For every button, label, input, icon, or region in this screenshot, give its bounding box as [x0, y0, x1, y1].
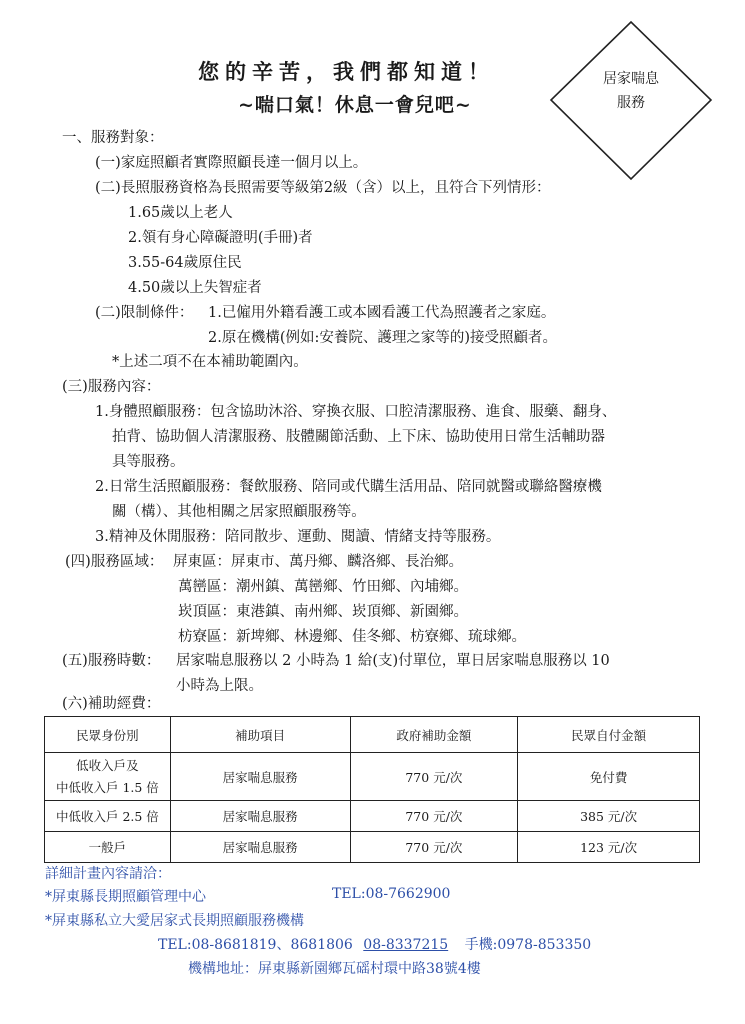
table-header-row: [45, 717, 700, 753]
service-item-1: 1.身體照顧服務：包含協助沐浴、穿換衣服、口腔清潔服務、進食、服藥、翻身、: [95, 404, 617, 420]
gov-amount-cell: 770 元/次: [350, 832, 518, 863]
page-title: 您的辛苦，我們都知道！: [198, 59, 495, 84]
section-3-heading: (三)服務內容：: [62, 379, 161, 395]
contact-org-1-tel: TEL:08-7662900: [332, 886, 451, 902]
self-pay-cell: 免付費: [518, 753, 700, 801]
service-item-2-cont: 關（構）、其他相關之居家照顧服務等。: [112, 504, 366, 520]
subsidy-table: [44, 716, 700, 863]
service-hours-line-2: 小時為上限。: [176, 678, 263, 694]
section-5-heading: (五)服務時數：: [62, 653, 161, 669]
contact-tel: TEL:08-8681819、8681806: [158, 937, 353, 953]
section-1-a: (一)家庭照顧者實際照顧長達一個月以上。: [95, 155, 368, 171]
contact-address: 機構地址：屏東縣新園鄉瓦磘村環中路38號4樓: [188, 961, 481, 977]
contact-phone-line: [158, 934, 591, 954]
table-header: 補助項目: [170, 717, 350, 753]
restriction-item: 2.原在機構(例如:安養院、護理之家等的)接受照顧者。: [208, 330, 558, 346]
restriction-item: 1.已僱用外籍看護工或本國看護工代為照護者之家庭。: [208, 305, 556, 321]
identity-cell: 中低收入戶 2.5 倍: [45, 801, 171, 832]
service-item-1-cont: 具等服務。: [112, 454, 185, 470]
gov-amount-cell: 770 元/次: [350, 801, 518, 832]
region-item: 萬巒區：潮州鎮、萬巒鄉、竹田鄉、內埔鄉。: [178, 579, 468, 595]
service-item-2: 2.日常生活照顧服務：餐飲服務、陪同或代購生活用品、陪同就醫或聯絡醫療機: [95, 479, 602, 495]
contact-mobile: 手機:0978-853350: [464, 937, 592, 953]
eligibility-item: 3.55-64歲原住民: [128, 255, 242, 271]
identity-line: 中低收入戶 1.5 倍: [55, 779, 159, 795]
identity-cell: 一般戶: [45, 832, 171, 863]
section-1-heading: 一、服務對象：: [62, 130, 164, 146]
item-cell: 居家喘息服務: [170, 753, 350, 801]
identity-cell: [45, 753, 171, 801]
table-header: 政府補助金額: [350, 717, 518, 753]
region-item: 崁頂區：東港鎮、南州鄉、崁頂鄉、新園鄉。: [178, 604, 468, 620]
page-subtitle: ~喘口氣！休息一會兒吧~: [238, 94, 472, 116]
service-item-1-cont: 拍背、協助個人清潔服務、肢體關節活動、上下床、協助使用日常生活輔助器: [112, 429, 605, 445]
contact-tel-underlined: 08-8337215: [363, 937, 449, 953]
region-item: 屏東區：屏東市、萬丹鄉、麟洛鄉、長治鄉。: [173, 554, 463, 570]
gov-amount-cell: 770 元/次: [350, 753, 518, 801]
table-header: 民眾自付金額: [518, 717, 700, 753]
eligibility-item: 4.50歲以上失智症者: [128, 280, 262, 296]
section-1-b: (二)長照服務資格為長照需要等級第2級（含）以上，且符合下列情形：: [95, 180, 551, 196]
restriction-note: *上述二項不在本補助範圍內。: [112, 354, 308, 370]
eligibility-item: 1.65歲以上老人: [128, 205, 233, 221]
eligibility-item: 2.領有身心障礙證明(手冊)者: [128, 230, 313, 246]
badge-line-1: 居家喘息: [603, 71, 659, 87]
contact-org-1: *屏東縣長期照顧管理中心: [45, 889, 206, 905]
table-row: [45, 801, 700, 832]
section-6-heading: (六)補助經費：: [62, 696, 161, 712]
table-row: [45, 753, 700, 801]
table-header: 民眾身份別: [45, 717, 171, 753]
self-pay-cell: 385 元/次: [518, 801, 700, 832]
contact-heading: 詳細計畫內容請洽：: [45, 866, 171, 882]
contact-org-2: *屏東縣私立大愛居家式長期照顧服務機構: [45, 913, 304, 929]
service-item-3: 3.精神及休閒服務：陪同散步、運動、閱讀、情緒支持等服務。: [95, 529, 501, 545]
item-cell: 居家喘息服務: [170, 832, 350, 863]
restriction-label: (二)限制條件：: [95, 305, 194, 321]
service-badge: [547, 18, 715, 183]
self-pay-cell: 123 元/次: [518, 832, 700, 863]
table-row: [45, 832, 700, 863]
badge-line-2: 服務: [617, 95, 645, 111]
service-hours-line-1: 居家喘息服務以 2 小時為 1 給(支)付單位，單日居家喘息服務以 10: [176, 653, 610, 669]
item-cell: 居家喘息服務: [170, 801, 350, 832]
region-item: 枋寮區：新埤鄉、林邊鄉、佳冬鄉、枋寮鄉、琉球鄉。: [178, 629, 526, 645]
section-4-heading: (四)服務區域：: [65, 554, 164, 570]
identity-line: 低收入戶及: [76, 757, 139, 773]
